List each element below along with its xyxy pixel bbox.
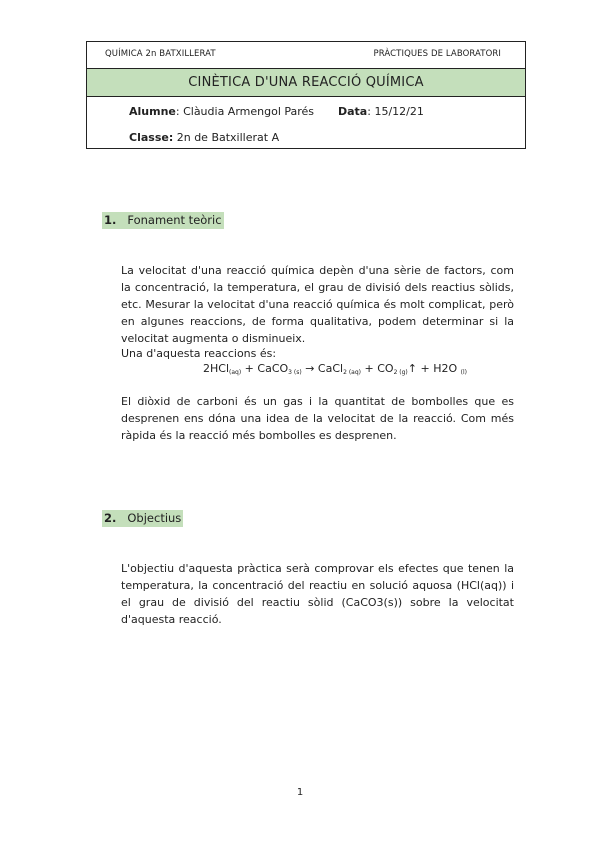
header-top-row bbox=[87, 42, 525, 68]
paragraph-dioxid: El diòxid de carboni és un gas i la quantitat de bombolles que es desprenen ens dóna una idea de la velocitat de la reacció. Com més ràpida és la reacció més bombolles es desprenen. bbox=[121, 395, 514, 442]
section-number-2: 2. bbox=[104, 511, 117, 525]
document-title: CINÈTICA D'UNA REACCIÓ QUÍMICA bbox=[87, 68, 525, 97]
equation-sub-2: 3 (s) bbox=[288, 369, 302, 376]
class-value: 2n de Batxillerat A bbox=[173, 131, 280, 144]
section-title-1: Fonament teòric bbox=[127, 213, 222, 227]
paragraph-objectius: L'objectiu d'aquesta pràctica serà comprovar els efectes que tenen la temperatura, la concentració del reactiu en solució aquosa (HCl(aq)) i el grau de divisió del reactiu sòlid (CaCO3(s)) sobre la velocitat d'aquesta reacció. bbox=[121, 562, 514, 626]
equation-part-4: + CO bbox=[361, 362, 394, 375]
equation-sub-5: (l) bbox=[460, 369, 467, 376]
equation-sub-1: (aq) bbox=[229, 369, 242, 376]
page-number: 1 bbox=[296, 787, 304, 798]
equation-sub-4: 2 (g) bbox=[393, 369, 408, 376]
section-heading-2 bbox=[102, 510, 183, 527]
section-title-2: Objectius bbox=[127, 511, 182, 525]
equation-part-3: → CaCl bbox=[301, 362, 344, 375]
student-label: Alumne bbox=[129, 105, 176, 118]
paragraph-reaccio-intro: Una d'aquesta reaccions és: bbox=[121, 347, 277, 360]
equation-part-1: 2HCl bbox=[203, 362, 230, 375]
header-section: PRÀCTIQUES DE LABORATORI bbox=[373, 49, 501, 59]
equation-part-5: ↑ + H2O bbox=[407, 362, 461, 375]
equation-sub-3: 2 (aq) bbox=[343, 369, 361, 376]
class-label: Classe: bbox=[129, 131, 174, 144]
date-info bbox=[338, 105, 424, 118]
document-header bbox=[86, 41, 526, 149]
paragraph-velocitat: La velocitat d'una reacció química depèn d'una sèrie de factors, com la concentració, la temperatura, el grau de divisió dels reactius sòlids, etc. Mesurar la velocitat d'una reacció química és molt complicat, però en algunes reaccions, de forma qualitativa, podem determinar si la velocitat augmenta o disminueix. bbox=[121, 264, 514, 345]
class-info bbox=[129, 131, 279, 144]
student-value: : Clàudia Armengol Parés bbox=[175, 105, 315, 118]
date-value: : 15/12/21 bbox=[367, 105, 424, 118]
section-heading-1 bbox=[102, 212, 224, 229]
date-label: Data bbox=[338, 105, 368, 118]
equation-part-2: + CaCO bbox=[241, 362, 289, 375]
section-number-1: 1. bbox=[104, 213, 117, 227]
header-subject: QUÍMICA 2n BATXILLERAT bbox=[105, 49, 216, 59]
chemical-equation bbox=[203, 362, 467, 376]
student-info bbox=[129, 105, 314, 118]
